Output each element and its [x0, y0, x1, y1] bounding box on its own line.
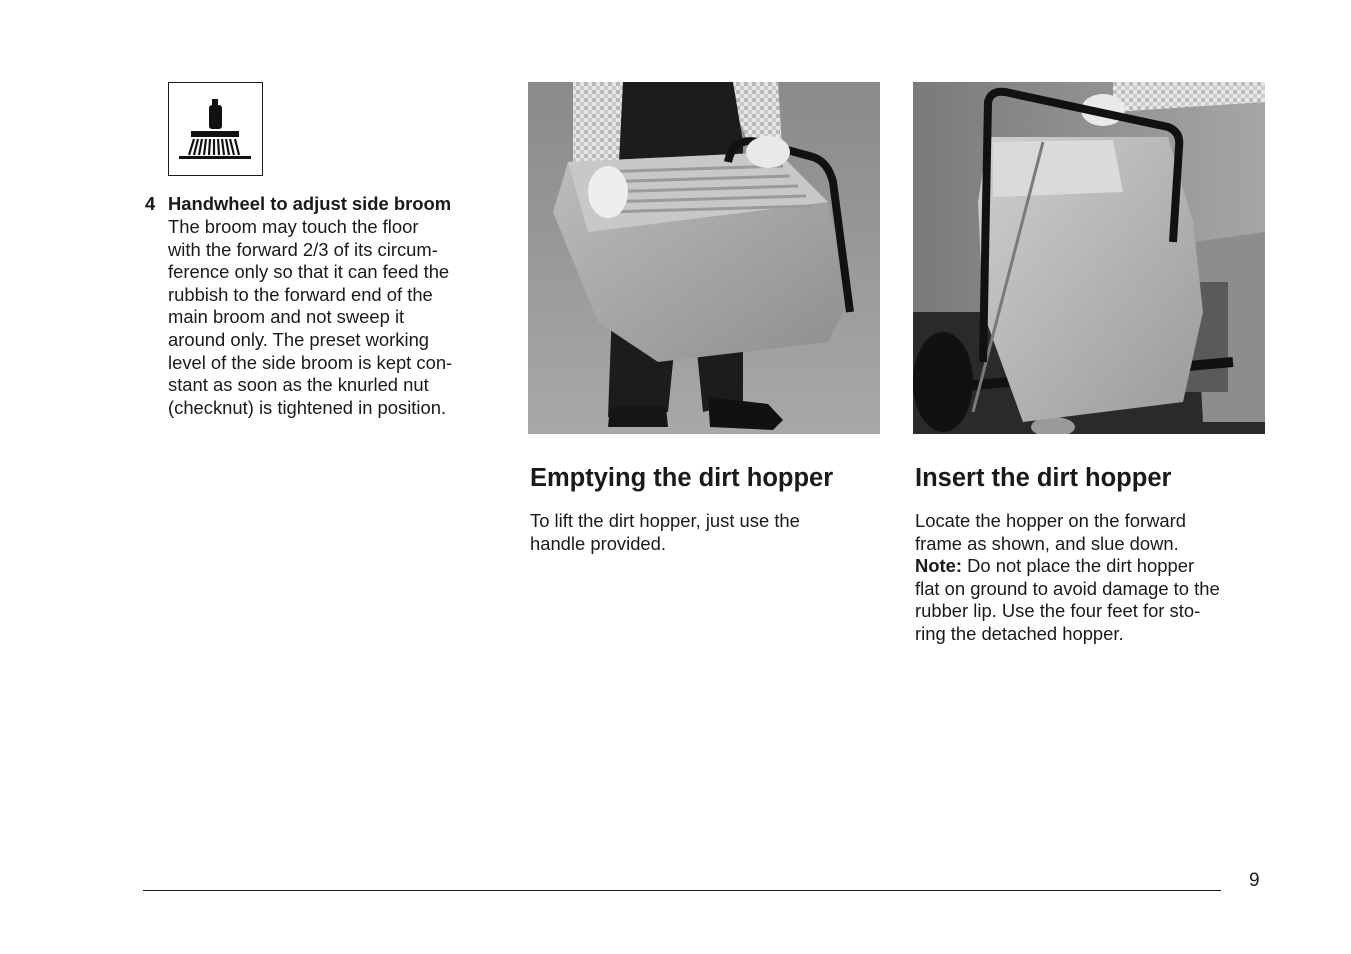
page-number: 9	[1249, 870, 1260, 891]
item-heading: Handwheel to adjust side broom	[168, 193, 452, 214]
insert-instruction: Locate the hopper on the forward frame as shown, and slue down.	[915, 510, 1186, 554]
item-number: 4	[145, 193, 156, 214]
insert-heading: Insert the dirt hopper	[915, 464, 1172, 492]
insert-text	[915, 510, 1275, 646]
note-text: Do not place the dirt hopper flat on ground to avoid damage to the rubber lip. Use the four feet for sto- ring the detached hopper.	[915, 555, 1220, 644]
emptying-text: To lift the dirt hopper, just use the handle provided.	[530, 510, 800, 554]
person-lifting-dirt-hopper-photo	[528, 82, 880, 434]
emptying-heading: Emptying the dirt hopper	[530, 464, 834, 492]
side-broom-handwheel-icon	[168, 82, 263, 176]
note-label: Note:	[915, 555, 962, 577]
footer-rule	[143, 890, 1221, 891]
item-body: The broom may touch the floor with the forward 2/3 of its circum- ference only so that it can feed the rubbish to the forward end of the main broom and not sweep it around only. The preset working level of the side broom is kept con- stant as soon as the knurled nut (checknut) is tightened in position.	[168, 216, 453, 418]
hopper-on-frame-photo	[913, 82, 1265, 434]
